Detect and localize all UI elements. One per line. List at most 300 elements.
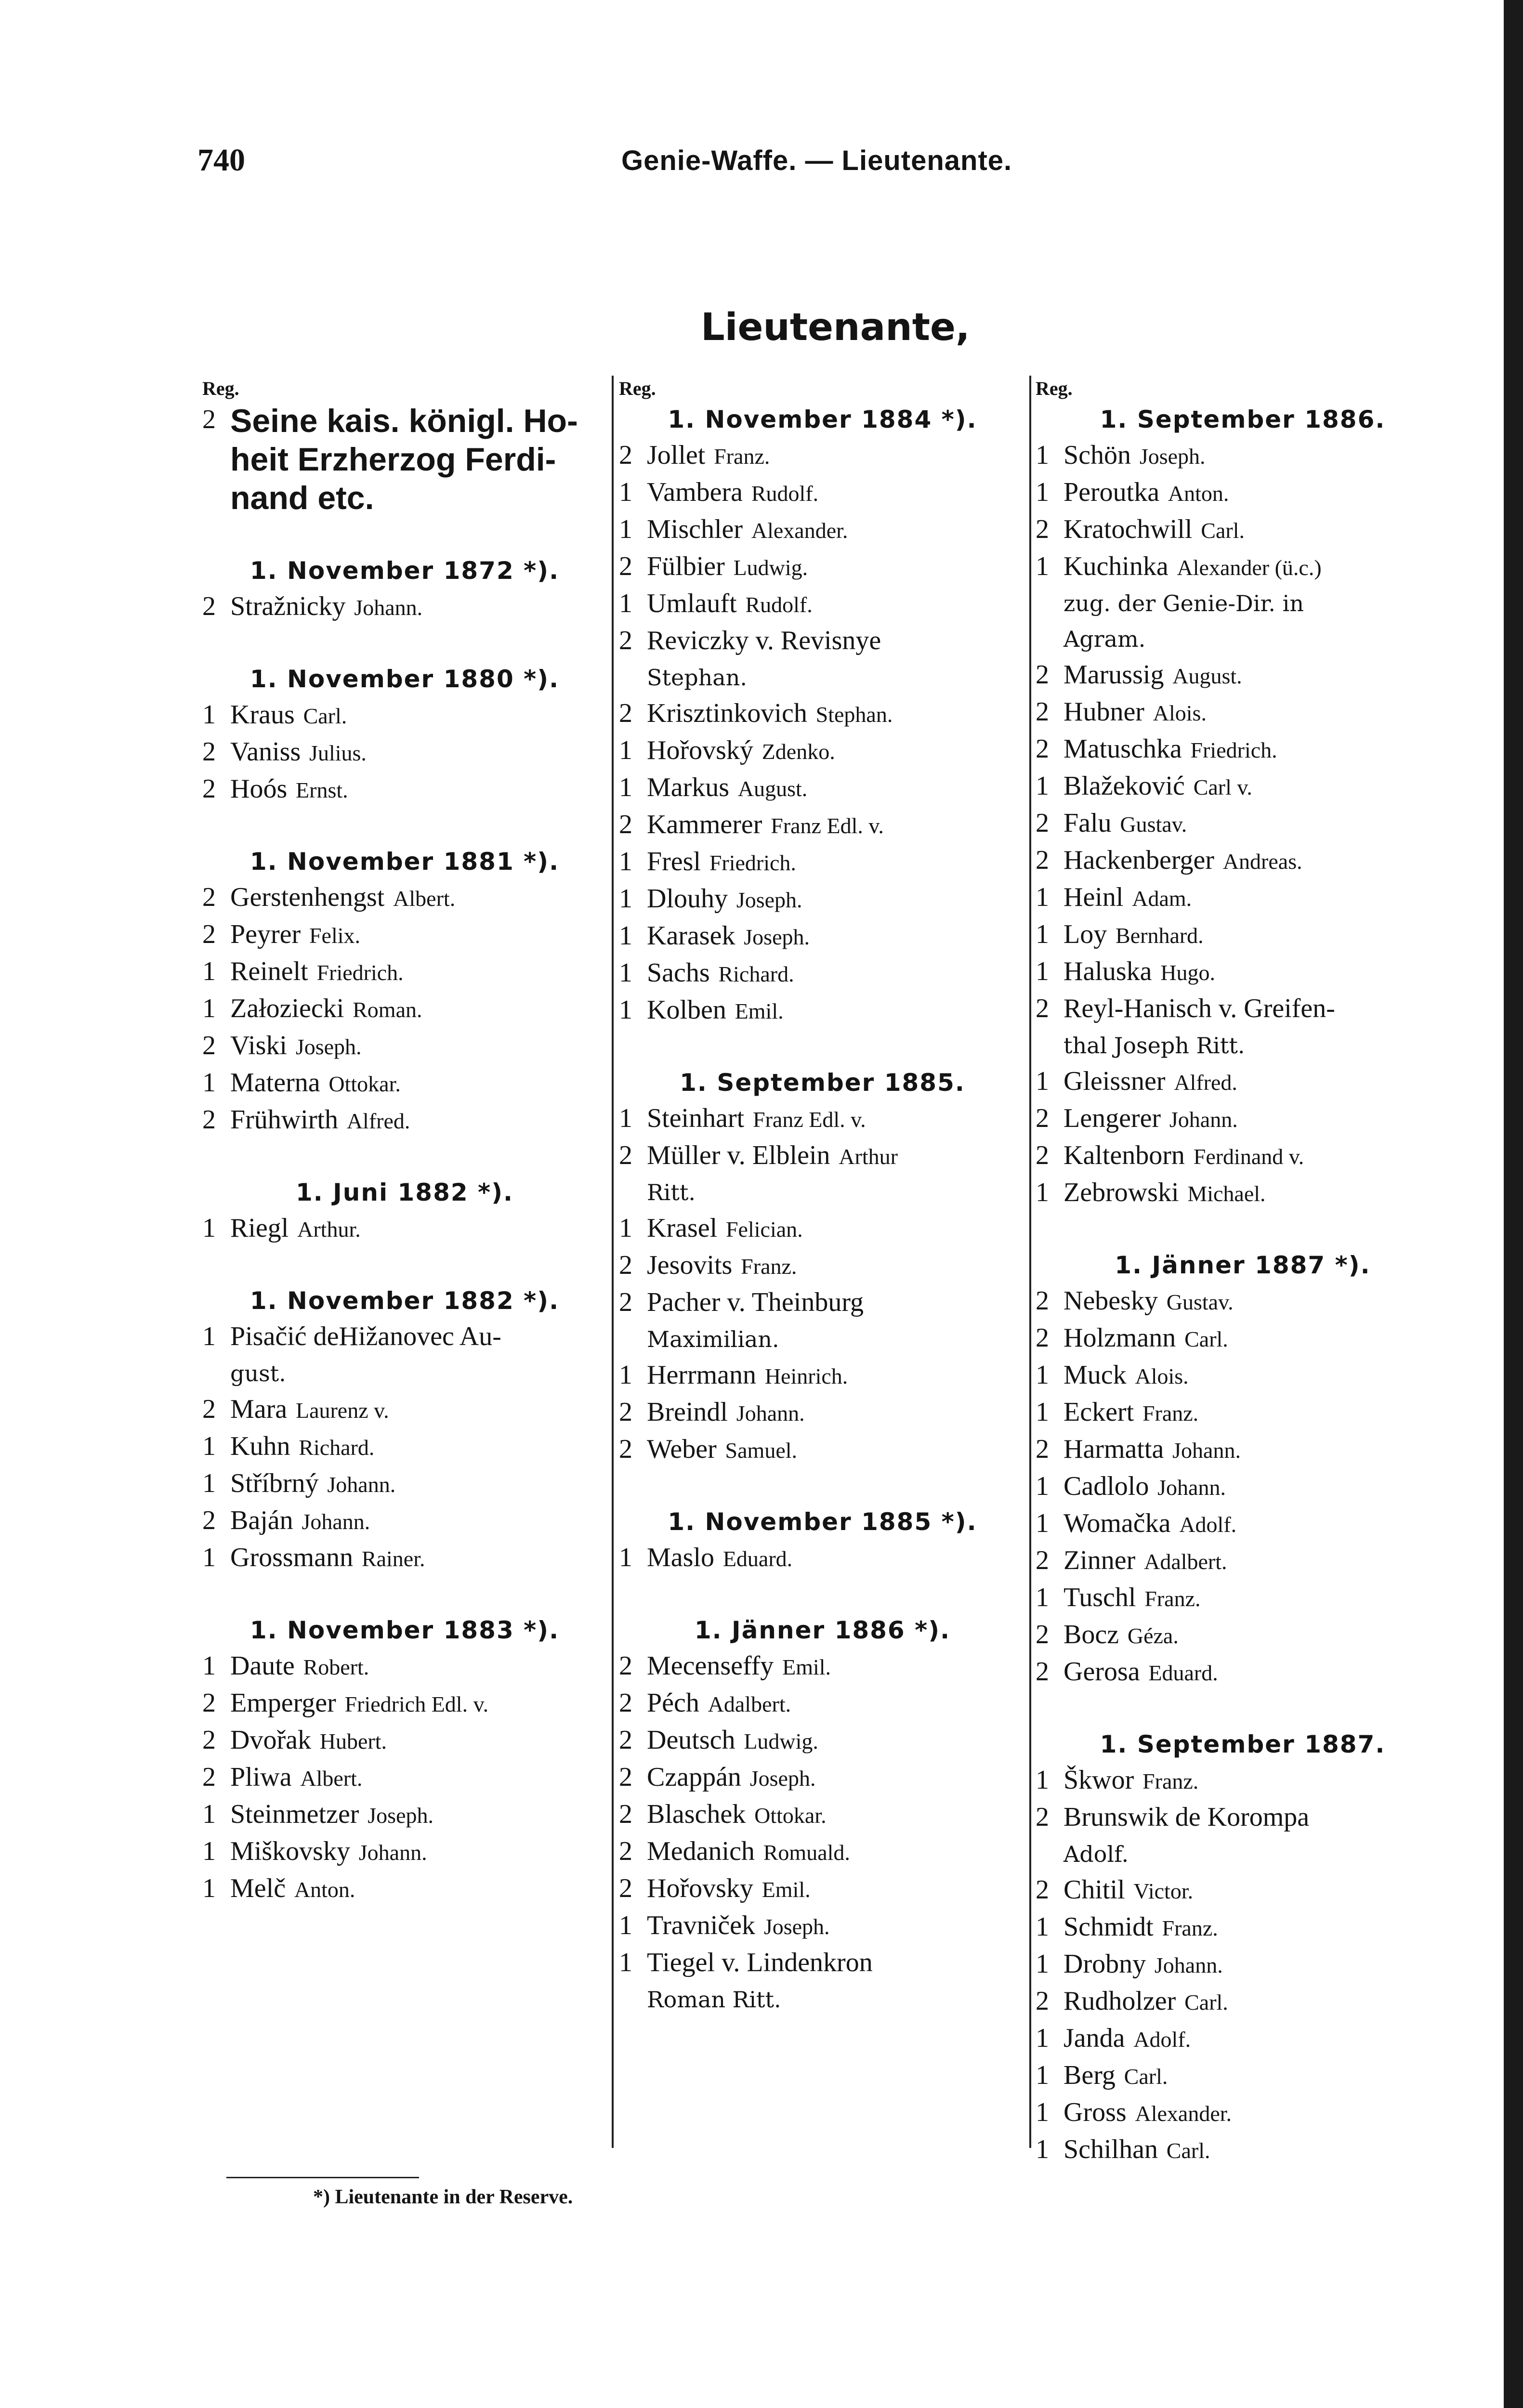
given-name: Albert. xyxy=(393,886,456,911)
surname: Kuchinka xyxy=(1063,551,1169,581)
given-name: Adalbert. xyxy=(708,1692,791,1716)
given-name: Carl. xyxy=(303,704,347,728)
entry-text xyxy=(1063,1617,1450,1654)
list-item xyxy=(619,770,1026,807)
surname: Miškovsky xyxy=(230,1836,350,1866)
entry-text xyxy=(647,1648,1026,1685)
entry-text xyxy=(647,1357,1026,1394)
surname: Chitil xyxy=(1063,1875,1125,1905)
surname: Kammerer xyxy=(647,810,762,839)
list-item xyxy=(1036,1431,1450,1468)
entry-text xyxy=(230,1391,607,1428)
list-item xyxy=(1036,1100,1450,1138)
reg-number: 1 xyxy=(1036,1066,1049,1096)
entry-text xyxy=(230,1102,607,1139)
surname: Schmidt xyxy=(1063,1912,1154,1942)
surname: Eckert xyxy=(1063,1397,1134,1427)
reg-number: 2 xyxy=(619,1287,632,1317)
spacer xyxy=(202,1577,607,1612)
list-item xyxy=(619,1945,1026,1982)
section-heading: 1. November 1882 *). xyxy=(249,1287,560,1315)
list-item xyxy=(619,1871,1026,1908)
entry-text xyxy=(647,844,1026,881)
surname: Kuhn xyxy=(230,1431,290,1461)
list-item xyxy=(619,695,1026,733)
list-item xyxy=(202,1833,607,1871)
given-name: Alexander. xyxy=(1135,2101,1232,2126)
reg-label: Reg. xyxy=(619,378,656,399)
surname: Haluska xyxy=(1063,956,1152,986)
entry-text xyxy=(230,1685,607,1722)
list-item xyxy=(202,1796,607,1833)
reg-number: 1 xyxy=(202,1651,216,1681)
reg-number: 1 xyxy=(1036,1765,1049,1795)
list-item xyxy=(202,991,607,1028)
surname: Deutsch xyxy=(647,1725,735,1755)
given-name: Hubert. xyxy=(319,1729,387,1754)
reg-number: 1 xyxy=(202,1873,216,1903)
entry-text xyxy=(230,1796,607,1833)
surname: Viski xyxy=(230,1031,287,1060)
reg-number: 1 xyxy=(1036,919,1049,949)
reg-number: 1 xyxy=(1036,1949,1049,1979)
surname: Janda xyxy=(1063,2023,1125,2053)
page-edge xyxy=(1504,0,1523,2408)
reg-number: 2 xyxy=(202,1762,216,1792)
reg-number: 2 xyxy=(202,1725,216,1755)
given-name: Joseph. xyxy=(763,1914,830,1939)
royal-name xyxy=(202,402,607,517)
list-item xyxy=(202,1759,607,1796)
list-item xyxy=(1036,842,1450,879)
surname: Škwor xyxy=(1063,1765,1134,1795)
entry-text xyxy=(647,1908,1026,1945)
entry-text xyxy=(647,586,1026,623)
surname: Gross xyxy=(1063,2097,1127,2127)
given-name: Bernhard. xyxy=(1116,923,1204,948)
reg-number: 1 xyxy=(619,1103,632,1133)
entry-text xyxy=(647,918,1026,955)
reg-number: 1 xyxy=(619,735,632,765)
entry-text xyxy=(647,1833,1026,1871)
surname: Pliwa xyxy=(230,1762,292,1792)
reg-number: 2 xyxy=(1036,1286,1049,1316)
given-name: Franz. xyxy=(741,1254,797,1279)
list-item xyxy=(619,1796,1026,1833)
spacer xyxy=(1036,1691,1450,1727)
list-item xyxy=(202,916,607,954)
given-name: Alois. xyxy=(1135,1364,1189,1388)
reg-number: 2 xyxy=(1036,1140,1049,1170)
list-item xyxy=(619,992,1026,1029)
entry-text xyxy=(1063,1799,1450,1836)
list-item xyxy=(202,1319,607,1356)
given-name: Franz Edl. v. xyxy=(753,1107,866,1132)
list-item xyxy=(619,1908,1026,1945)
page-title: Lieutenante, xyxy=(701,306,970,349)
surname: Matuschka xyxy=(1063,734,1182,764)
reg-number: 2 xyxy=(202,1031,216,1060)
reg-number: 2 xyxy=(619,1688,632,1718)
given-name: Adolf. xyxy=(1133,2027,1191,2052)
column-2-sections xyxy=(619,402,1026,2017)
list-item xyxy=(1036,1909,1450,1946)
entry-text xyxy=(647,1138,1026,1175)
entry-text xyxy=(1063,2020,1450,2057)
entry-text xyxy=(1063,549,1450,586)
spacer xyxy=(202,1139,607,1175)
entry-text xyxy=(1063,768,1450,805)
reg-number: 2 xyxy=(1036,514,1049,544)
footnote: *) Lieutenante in der Reserve. xyxy=(313,2186,573,2208)
list-item xyxy=(619,1648,1026,1685)
entry-text xyxy=(647,1796,1026,1833)
reg-number: 2 xyxy=(619,1725,632,1755)
list-item xyxy=(619,1722,1026,1759)
section-heading: 1. November 1883 *). xyxy=(249,1616,560,1644)
given-name: Roman. xyxy=(353,997,422,1022)
given-name: Victor. xyxy=(1133,1879,1194,1903)
reg-number: 1 xyxy=(619,995,632,1025)
surname: Baján xyxy=(230,1505,293,1535)
surname: Vaniss xyxy=(230,737,301,767)
spacer xyxy=(619,1029,1026,1065)
column-1-sections xyxy=(202,517,607,1908)
entry-continuation: Agram. xyxy=(1063,626,1146,652)
list-item xyxy=(1036,1617,1450,1654)
list-item xyxy=(1036,657,1450,694)
surname: Kolben xyxy=(647,995,726,1025)
list-item xyxy=(619,733,1026,770)
list-item xyxy=(1036,1357,1450,1394)
list-item xyxy=(202,1210,607,1247)
list-item xyxy=(202,1391,607,1428)
reg-number: 2 xyxy=(1036,1103,1049,1133)
list-item xyxy=(1036,879,1450,916)
entry-text xyxy=(230,1028,607,1065)
surname: Hořovsky xyxy=(647,1873,753,1903)
surname: Dvořak xyxy=(230,1725,311,1755)
entry-text xyxy=(230,589,607,626)
reg-number: 2 xyxy=(619,1836,632,1866)
given-name: Emil. xyxy=(735,999,784,1023)
entry-text xyxy=(1063,694,1450,731)
list-item xyxy=(202,734,607,771)
reg-number: 1 xyxy=(202,1213,216,1243)
given-name: Adam. xyxy=(1132,886,1192,911)
given-name: Johann. xyxy=(736,1401,805,1426)
entry-text xyxy=(1063,1543,1450,1580)
surname: Heinl xyxy=(1063,882,1124,912)
reg-number: 2 xyxy=(1036,808,1049,838)
royal-line: Seine kais. königl. Ho- xyxy=(230,403,578,439)
surname: Stražnicky xyxy=(230,591,346,621)
reg-number: 1 xyxy=(1036,1178,1049,1207)
entry-text xyxy=(647,733,1026,770)
given-name: Joseph. xyxy=(1139,444,1206,469)
surname: Zinner xyxy=(1063,1545,1136,1575)
surname: Weber xyxy=(647,1434,717,1464)
surname: Gerstenhengst xyxy=(230,882,385,912)
entry-continuation: gust. xyxy=(230,1361,286,1387)
surname: Reviczky v. Revisnye xyxy=(647,626,881,655)
entry-text xyxy=(230,1428,607,1466)
entry-continuation: Maximilian. xyxy=(647,1326,779,1352)
surname: Jollet xyxy=(647,440,706,470)
reg-number: 1 xyxy=(619,1543,632,1572)
spacer xyxy=(202,626,607,661)
list-item xyxy=(202,879,607,916)
list-item xyxy=(202,1648,607,1685)
surname: Melč xyxy=(230,1873,286,1903)
list-item xyxy=(619,1431,1026,1468)
reg-number: 1 xyxy=(1036,1508,1049,1538)
reg-number: 2 xyxy=(1036,1545,1049,1575)
given-name: Franz. xyxy=(1142,1401,1199,1426)
list-item xyxy=(202,1466,607,1503)
entry-continuation: zug. der Genie-Dir. in xyxy=(1063,590,1304,616)
surname: Mecenseffy xyxy=(647,1651,774,1681)
given-name: Michael. xyxy=(1187,1181,1266,1206)
reg-number: 2 xyxy=(619,810,632,839)
entry-text xyxy=(230,1503,607,1540)
given-name: Franz. xyxy=(1162,1916,1218,1940)
entry-text xyxy=(1063,1580,1450,1617)
given-name: Johann. xyxy=(302,1509,370,1534)
list-item xyxy=(202,1685,607,1722)
given-name: Johann. xyxy=(1169,1107,1238,1132)
entry-text xyxy=(1063,1983,1450,2020)
surname: Gleissner xyxy=(1063,1066,1166,1096)
reg-number: 2 xyxy=(202,405,216,434)
entry-text xyxy=(230,1319,607,1356)
surname: Peyrer xyxy=(230,919,301,949)
entry-text xyxy=(230,1833,607,1871)
list-item xyxy=(1036,437,1450,474)
entry-text xyxy=(647,437,1026,474)
entry-text xyxy=(1063,1909,1450,1946)
given-name: Arthur xyxy=(839,1144,898,1169)
list-item xyxy=(1036,1946,1450,1983)
entry-continuation: Stephan. xyxy=(647,665,747,691)
given-name: Joseph. xyxy=(295,1034,362,1059)
reg-number: 1 xyxy=(619,921,632,951)
reg-number: 1 xyxy=(202,1799,216,1829)
reg-number: 2 xyxy=(202,774,216,804)
entry-text xyxy=(647,807,1026,844)
list-item xyxy=(619,1394,1026,1431)
given-name: Adolf. xyxy=(1179,1512,1237,1537)
list-item xyxy=(619,1357,1026,1394)
column-2 xyxy=(619,376,1026,2017)
entry-text xyxy=(1063,1505,1450,1543)
surname: Nebesky xyxy=(1063,1286,1158,1316)
surname: Jesovits xyxy=(647,1250,733,1280)
surname: Fresl xyxy=(647,847,701,877)
surname: Blaschek xyxy=(647,1799,746,1829)
entry-text xyxy=(1063,1654,1450,1691)
spacer xyxy=(202,808,607,844)
given-name: Carl. xyxy=(1124,2064,1168,2089)
list-item xyxy=(202,1065,607,1102)
entry-text xyxy=(647,770,1026,807)
given-name: Samuel. xyxy=(725,1438,798,1463)
given-name: Rainer. xyxy=(361,1546,425,1571)
surname: Pacher v. Theinburg xyxy=(647,1287,864,1317)
entry-text xyxy=(647,1284,1026,1322)
entry-text xyxy=(647,1759,1026,1796)
section-heading: 1. Juni 1882 *). xyxy=(295,1178,514,1206)
list-item xyxy=(202,1722,607,1759)
reg-number: 2 xyxy=(619,551,632,581)
entry-text xyxy=(1063,879,1450,916)
reg-number: 2 xyxy=(1036,1434,1049,1464)
surname: Grossmann xyxy=(230,1543,354,1572)
reg-number: 1 xyxy=(619,589,632,618)
given-name: Laurenz v. xyxy=(295,1398,389,1423)
list-item xyxy=(202,1428,607,1466)
entry-text xyxy=(647,1945,1026,1982)
list-item xyxy=(202,1028,607,1065)
surname: Loy xyxy=(1063,919,1107,949)
entry-text xyxy=(647,1685,1026,1722)
given-name: Johann. xyxy=(1154,1953,1223,1977)
surname: Péch xyxy=(647,1688,699,1718)
entry-text xyxy=(230,1648,607,1685)
reg-number: 1 xyxy=(202,1068,216,1098)
entry-text xyxy=(1063,437,1450,474)
given-name: Emil. xyxy=(762,1877,811,1902)
list-item xyxy=(1036,991,1450,1028)
entry-text xyxy=(1063,657,1450,694)
list-item xyxy=(1036,2020,1450,2057)
reg-number: 1 xyxy=(1036,1912,1049,1942)
given-name: Joseph. xyxy=(368,1803,433,1828)
list-item xyxy=(619,844,1026,881)
given-name: Franz. xyxy=(1142,1769,1199,1793)
reg-number: 2 xyxy=(202,919,216,949)
reg-number: 1 xyxy=(202,1543,216,1572)
entry-text xyxy=(230,916,607,954)
list-item xyxy=(1036,2094,1450,2132)
surname: Sachs xyxy=(647,958,710,988)
entry-text xyxy=(647,1210,1026,1247)
given-name: Richard. xyxy=(299,1435,375,1460)
given-name: Romuald. xyxy=(763,1840,850,1865)
list-item xyxy=(202,697,607,734)
section-heading: 1. November 1881 *). xyxy=(249,848,560,876)
reg-number: 1 xyxy=(202,1468,216,1498)
list-item xyxy=(619,1100,1026,1138)
list-item xyxy=(619,1138,1026,1175)
surname: Załoziecki xyxy=(230,994,344,1023)
list-item xyxy=(619,511,1026,549)
reg-number: 2 xyxy=(1036,697,1049,727)
reg-number: 2 xyxy=(619,1140,632,1170)
reg-number: 2 xyxy=(1036,1620,1049,1649)
surname: Emperger xyxy=(230,1688,336,1718)
entry-text xyxy=(230,1466,607,1503)
reg-number: 2 xyxy=(1036,1802,1049,1832)
surname: Steinmetzer xyxy=(230,1799,359,1829)
list-item xyxy=(619,881,1026,918)
given-name: Franz. xyxy=(714,444,770,469)
entry-text xyxy=(1063,2057,1450,2094)
list-item xyxy=(1036,549,1450,586)
given-name: Eduard. xyxy=(722,1546,793,1571)
entry-text xyxy=(647,474,1026,511)
given-name: Franz Edl. v. xyxy=(771,813,884,838)
surname: Blažeković xyxy=(1063,771,1185,801)
section-heading: 1. Jänner 1886 *). xyxy=(694,1616,951,1644)
given-name: Ferdinand v. xyxy=(1193,1144,1304,1169)
reg-number: 1 xyxy=(619,1948,632,1977)
entry-text xyxy=(230,991,607,1028)
reg-number: 2 xyxy=(1036,1875,1049,1905)
reg-number: 1 xyxy=(1036,2097,1049,2127)
given-name: Johann. xyxy=(1157,1475,1226,1500)
entry-text xyxy=(1063,1320,1450,1357)
given-name: Friedrich. xyxy=(1190,738,1277,762)
list-item xyxy=(1036,1505,1450,1543)
reg-number: 1 xyxy=(619,514,632,544)
list-item xyxy=(619,1540,1026,1577)
given-name: Ottokar. xyxy=(328,1072,401,1096)
reg-number: 1 xyxy=(619,884,632,914)
entry-text xyxy=(647,955,1026,992)
list-item xyxy=(1036,1983,1450,2020)
given-name: Johann. xyxy=(327,1472,396,1497)
surname: Falu xyxy=(1063,808,1112,838)
given-name: Andreas. xyxy=(1222,849,1302,874)
entry-text xyxy=(1063,1431,1450,1468)
given-name: Joseph. xyxy=(744,925,810,949)
footnote-rule xyxy=(226,2177,419,2178)
list-item xyxy=(1036,916,1450,954)
surname: Kratochwill xyxy=(1063,514,1193,544)
list-item xyxy=(619,474,1026,511)
entry-text xyxy=(647,511,1026,549)
list-item xyxy=(619,1247,1026,1284)
royal-line: nand etc. xyxy=(230,480,374,516)
surname: Riegl xyxy=(230,1213,289,1243)
reg-number: 2 xyxy=(1036,1323,1049,1353)
entry-text xyxy=(647,1431,1026,1468)
entry-continuation: thal Joseph Ritt. xyxy=(1063,1033,1245,1059)
reg-number: 1 xyxy=(1036,477,1049,507)
surname: Frühwirth xyxy=(230,1105,338,1135)
entry-text xyxy=(647,695,1026,733)
list-item xyxy=(619,955,1026,992)
list-item xyxy=(202,1102,607,1139)
surname: Stříbrný xyxy=(230,1468,319,1498)
surname: Tiegel v. Lindenkron xyxy=(647,1948,873,1977)
entry-text xyxy=(230,1065,607,1102)
reg-number: 2 xyxy=(1036,660,1049,690)
surname: Hořovský xyxy=(647,735,753,765)
column-rule xyxy=(1029,376,1031,2148)
given-name: Albert. xyxy=(300,1766,363,1791)
surname: Mischler xyxy=(647,514,743,544)
list-item xyxy=(1036,694,1450,731)
surname: Materna xyxy=(230,1068,320,1098)
list-item xyxy=(202,771,607,808)
column-1 xyxy=(202,376,607,1908)
reg-number: 2 xyxy=(619,1250,632,1280)
entry-text xyxy=(230,1210,607,1247)
list-item xyxy=(1036,2057,1450,2094)
surname: Womačka xyxy=(1063,1508,1171,1538)
